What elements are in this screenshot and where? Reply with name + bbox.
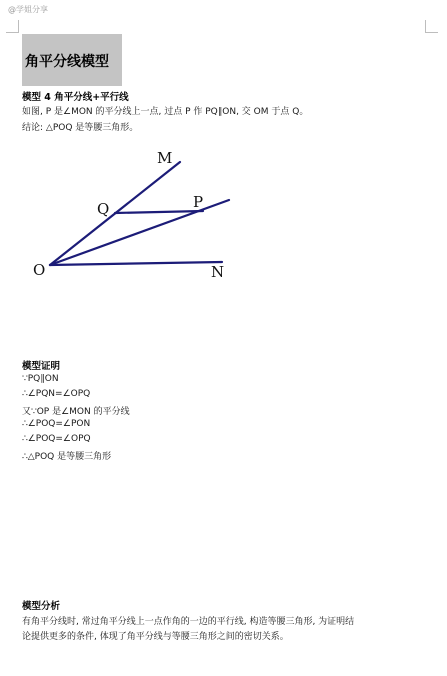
ray-on: [50, 262, 222, 265]
page-corner-mark-right: [425, 20, 438, 33]
proof-heading: 模型证明: [22, 361, 61, 372]
label-q: Q: [97, 200, 110, 218]
model-conclusion-line: 结论: △POQ 是等腰三角形。: [22, 123, 139, 133]
proof-step: ∴∠POQ=∠OPQ: [22, 434, 91, 444]
proof-step: ∴∠PQN=∠OPQ: [22, 389, 91, 399]
page-title: 角平分线模型: [25, 54, 109, 70]
model-heading: 模型 4 角平分线+平行线: [22, 92, 129, 103]
watermark-text: @学姐分享: [8, 5, 48, 14]
page-corner-mark-left: [6, 20, 19, 33]
geometry-figure: [25, 145, 245, 285]
proof-step: ∴△POQ 是等腰三角形: [22, 452, 112, 462]
figure-lines: [50, 162, 229, 265]
label-m: M: [157, 149, 173, 167]
proof-step: 又∵OP 是∠MON 的平分线: [22, 407, 130, 417]
label-o: O: [33, 261, 46, 279]
proof-step: ∴∠POQ=∠PON: [22, 419, 91, 429]
proof-step: ∵PQ∥ON: [22, 374, 59, 384]
analysis-line-1: 有角平分线时, 常过角平分线上一点作角的一边的平行线, 构造等腰三角形, 为证明结: [22, 617, 355, 627]
model-description-line-1: 如图, P 是∠MON 的平分线上一点, 过点 P 作 PQ∥ON, 交 OM 于点 Q。: [22, 107, 309, 117]
segment-qp: [115, 211, 203, 213]
label-n: N: [211, 263, 225, 281]
analysis-line-2: 论提供更多的条件, 体现了角平分线与等腰三角形之间的密切关系。: [22, 632, 289, 642]
analysis-heading: 模型分析: [22, 601, 61, 612]
label-p: P: [193, 193, 204, 211]
